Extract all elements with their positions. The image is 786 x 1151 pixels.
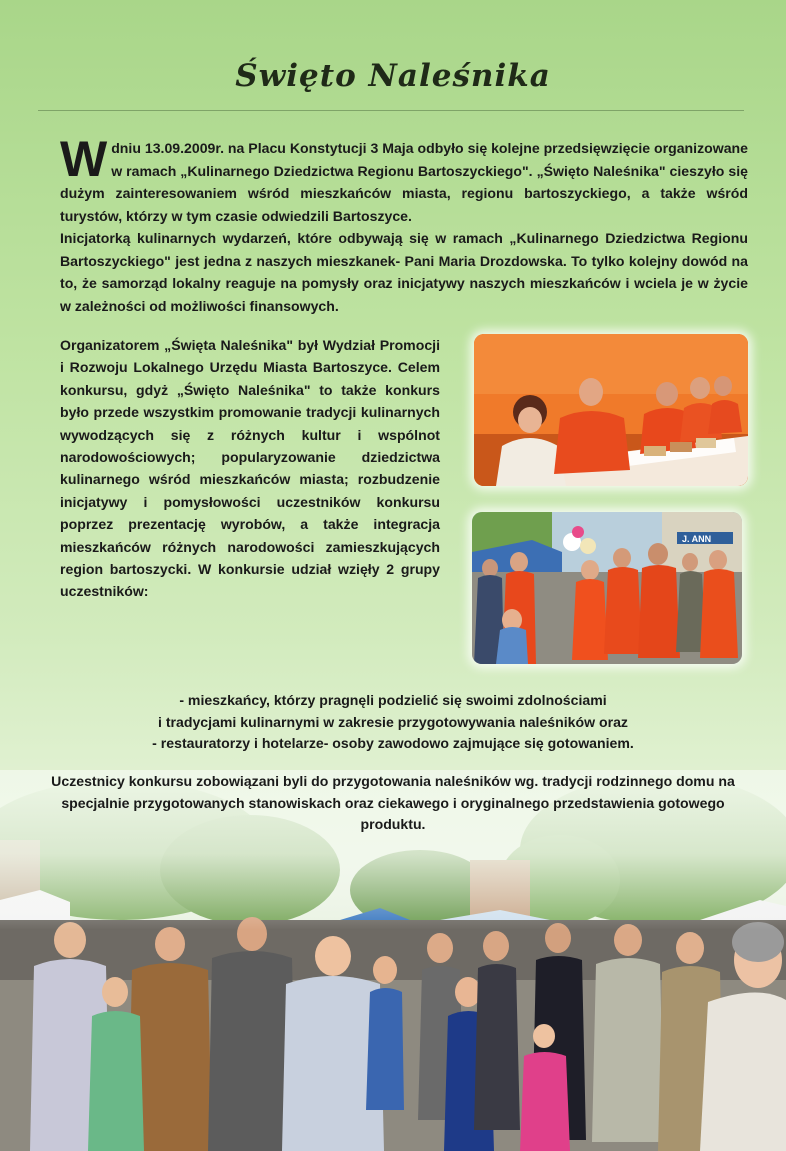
jury-table-photo <box>474 334 748 486</box>
group-line-2: i tradycjami kulinarnymi w zakresie przygotowywania naleśników oraz <box>158 713 628 730</box>
page-title: Święto Naleśnika <box>235 58 551 94</box>
group-line-3: - restauratorzy i hotelarze- osoby zawodowo zajmujące się gotowaniem. <box>152 735 634 751</box>
group-line-1: - mieszkańcy, którzy pragnęli podzielić się swoimi zdolnościami <box>179 692 607 708</box>
street-group-photo <box>472 512 742 664</box>
participant-groups <box>60 690 726 755</box>
intro-paragraph-1: dniu 13.09.2009r. na Placu Konstytucji 3 Maja odbyło się kolejne przedsięwzięcie organizowane w ramach „Kulinarnego Dziedzictwa Regionu Bartoszyckiego". „Święto Naleśnika" cieszyło się dużym zainteresowaniem wśród mieszkańców miasta, regionu bartoszyckiego, a także wśród turystów, którzy w tym czasie odwiedzili Bartoszyce. <box>60 140 748 224</box>
shop-sign: J. ANN <box>682 534 712 544</box>
intro-text <box>60 131 748 317</box>
title-divider <box>38 110 744 111</box>
organizer-paragraph: Organizatorem „Święta Naleśnika" był Wydział Promocji i Rozwoju Lokalnego Urzędu Miasta Bartoszyce. Celem konkursu, gdyż „Święto Naleśnika" to także konkurs było przede wszystkim promowanie tradycji kulinarnych wywodzących się z różnych kultur i wspólnot narodowościowych; popularyzowanie dziedzictwa kulinarnego wśród mieszkańców miasta; rozbudzenie inicjatywy i pomysłowości uczestników konkursu poprzez prezentację wyrobów, a także integracja mieszkańców różnych narodowości zamieszkujących region bartoszycki. W konkursie udział wzięły 2 grupy uczestników: <box>60 337 440 600</box>
closing-paragraph: Uczestnicy konkursu zobowiązani byli do przygotowania naleśników wg. tradycji rodzinnego domu na specjalnie przygotowanych stanowiskach oraz ciekawego i oryginalnego przedstawienia gotowego produktu. <box>51 773 735 832</box>
intro-paragraph-2: Inicjatorką kulinarnych wydarzeń, które odbywają się w ramach „Kulinarnego Dziedzictwa Regionu Bartoszyckiego" jest jedna z naszych mieszkanek- Pani Maria Drozdowska. To tylko kolejny dowód na to, że samorząd lokalny reaguje na pomysły oraz inicjatywy naszych mieszkańców i wciela je w życie w zależności od możliwości finansowych. <box>60 230 748 314</box>
drop-cap: W <box>60 131 108 187</box>
